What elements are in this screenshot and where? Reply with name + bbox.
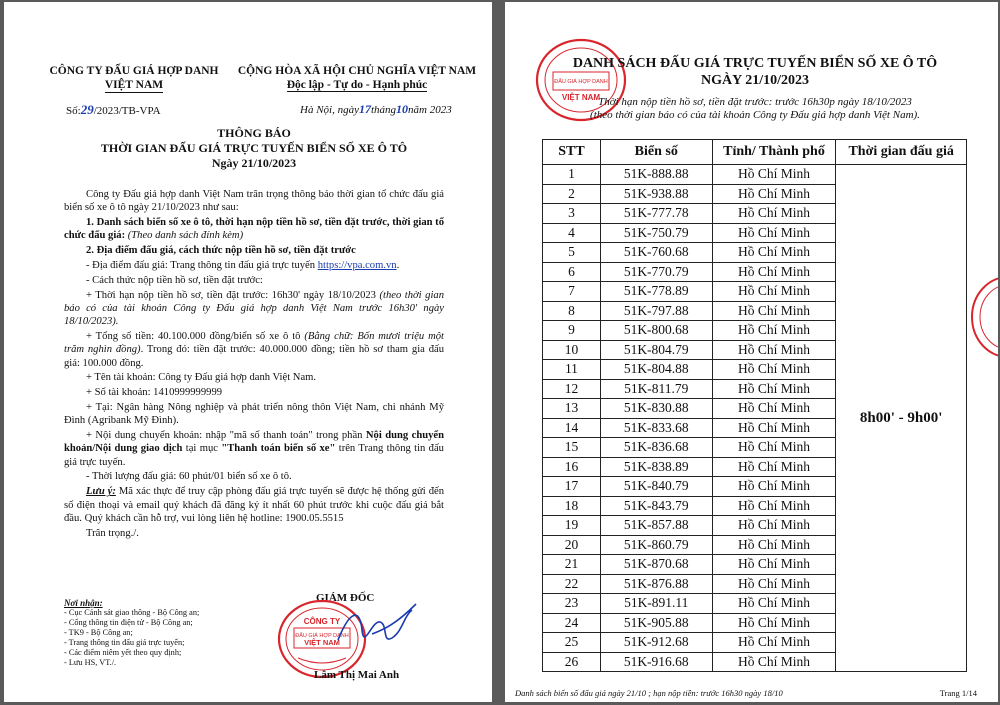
amount-words: (Bằng chữ: Bốn mươi triệu một trăm nghìn đồng) bbox=[64, 330, 444, 356]
row-stt-cell: 5 bbox=[543, 243, 601, 263]
signer-title: GIÁM ĐỐC bbox=[316, 592, 375, 604]
bank-paragraph: + Tại: Ngân hàng Nông nghiệp và phát triển nông thôn Việt Nam, chi nhánh Mỹ Đình (Agribank Mỹ Đình). bbox=[64, 401, 444, 427]
place-date bbox=[300, 102, 452, 117]
account-number: + Số tài khoản: 1410999999999 bbox=[86, 387, 223, 399]
row-stt-cell: 16 bbox=[543, 457, 601, 477]
list-title-line1: DANH SÁCH ĐẤU GIÁ TRỰC TUYẾN BIỂN SỐ XE Ô TÔ bbox=[572, 56, 938, 71]
row-province-cell: Hồ Chí Minh bbox=[712, 165, 836, 185]
row-stt-cell: 18 bbox=[543, 496, 601, 516]
svg-text:CÔNG TY: CÔNG TY bbox=[303, 617, 341, 626]
row-province-cell: Hồ Chí Minh bbox=[712, 438, 836, 458]
venue-link[interactable]: https://vpa.com.vn bbox=[317, 259, 397, 271]
row-province-cell: Hồ Chí Minh bbox=[712, 594, 836, 614]
regards: Trân trọng./. bbox=[86, 527, 139, 539]
recipient-item: - Các điểm niêm yết theo quy định; bbox=[64, 648, 182, 657]
duration-paragraph: - Thời lượng đấu giá: 60 phút/01 biển số xe ô tô. bbox=[86, 471, 292, 483]
row-plate-cell: 51K-870.68 bbox=[600, 555, 712, 575]
row-stt-cell: 14 bbox=[543, 418, 601, 438]
deadline-note: (theo thời gian báo có của tài khoản Công ty Đấu giá hợp danh Việt Nam trước 16h30' ngày 18/10/2023). bbox=[64, 289, 444, 328]
org-name-line1: CÔNG TY ĐẤU GIÁ HỢP DANH bbox=[49, 65, 219, 77]
method-paragraph: - Cách thức nộp tiền hồ sơ, tiền đặt trước: bbox=[86, 274, 263, 286]
row-province-cell: Hồ Chí Minh bbox=[712, 282, 836, 302]
transfer-text2: tại mục bbox=[185, 443, 218, 455]
row-stt-cell: 11 bbox=[543, 360, 601, 380]
note-paragraph bbox=[64, 485, 444, 525]
column-header-province: Tỉnh/ Thành phố bbox=[712, 140, 836, 165]
row-province-cell: Hồ Chí Minh bbox=[712, 477, 836, 497]
row-plate-cell: 51K-905.88 bbox=[600, 613, 712, 633]
document-number bbox=[66, 102, 161, 118]
recipient-item: - Cục Cảnh sát giao thông - Bộ Công an; bbox=[64, 608, 200, 617]
row-plate-cell: 51K-888.88 bbox=[600, 165, 712, 185]
signer-name: Lâm Thị Mai Anh bbox=[314, 669, 400, 681]
recipients-block bbox=[64, 598, 264, 668]
column-header-plate: Biển số bbox=[600, 140, 712, 165]
row-stt-cell: 2 bbox=[543, 184, 601, 204]
organization-header bbox=[44, 64, 224, 93]
nation-motto: Độc lập - Tự do - Hạnh phúc bbox=[286, 79, 428, 91]
row-plate-cell: 51K-843.79 bbox=[600, 496, 712, 516]
row-province-cell: Hồ Chí Minh bbox=[712, 418, 836, 438]
row-stt-cell: 13 bbox=[543, 399, 601, 419]
place-day: 17 bbox=[358, 102, 371, 116]
svg-text:VIỆT NAM: VIỆT NAM bbox=[304, 638, 340, 647]
auction-time-cell: 8h00' - 9h00' bbox=[836, 165, 967, 672]
venue-paragraph bbox=[64, 259, 444, 272]
row-province-cell: Hồ Chí Minh bbox=[712, 535, 836, 555]
recipient-item: - Lưu HS, VT./. bbox=[64, 658, 117, 667]
row-plate-cell: 51K-833.68 bbox=[600, 418, 712, 438]
row-province-cell: Hồ Chí Minh bbox=[712, 496, 836, 516]
deadline-text: + Thời hạn nộp tiền hồ sơ, tiền đặt trước: 16h30' ngày 18/10/2023 bbox=[86, 289, 376, 301]
recipient-item: - Trang thông tin đấu giá trực tuyến; bbox=[64, 638, 185, 647]
item2-heading: 2. Địa điểm đấu giá, cách thức nộp tiền hồ sơ, tiền đặt trước bbox=[86, 245, 356, 257]
row-plate-cell: 51K-804.79 bbox=[600, 340, 712, 360]
row-stt-cell: 17 bbox=[543, 477, 601, 497]
row-stt-cell: 4 bbox=[543, 223, 601, 243]
row-plate-cell: 51K-876.88 bbox=[600, 574, 712, 594]
amount-text: + Tổng số tiền: 40.100.000 đồng/biển số xe ô tô bbox=[86, 330, 301, 342]
transfer-text1: + Nội dung chuyển khoản: nhập "mã số thanh toán" trong phần bbox=[86, 430, 363, 442]
row-stt-cell: 7 bbox=[543, 282, 601, 302]
row-province-cell: Hồ Chí Minh bbox=[712, 223, 836, 243]
row-stt-cell: 15 bbox=[543, 438, 601, 458]
account-name: + Tên tài khoản: Công ty Đấu giá hợp danh Việt Nam. bbox=[86, 372, 317, 384]
plates-table bbox=[542, 139, 967, 672]
notice-title-line1: THÔNG BÁO bbox=[217, 126, 291, 140]
intro-paragraph: Công ty Đấu giá hợp danh Việt Nam trân trọng thông báo thời gian tổ chức đấu giá biển số xe ô tô ngày 21/10/2023 như sau: bbox=[64, 189, 444, 214]
amount-rest: . Trong đó: tiền đặt trước: 40.000.000 đồng; tiền hồ sơ tham gia đấu giá: 100.000 đồng. bbox=[64, 344, 445, 369]
national-header bbox=[232, 64, 482, 92]
row-province-cell: Hồ Chí Minh bbox=[712, 184, 836, 204]
row-province-cell: Hồ Chí Minh bbox=[712, 613, 836, 633]
row-stt-cell: 20 bbox=[543, 535, 601, 555]
place-suffix: năm 2023 bbox=[408, 104, 452, 116]
item1-note: (Theo danh sách đính kèm) bbox=[127, 230, 244, 242]
row-province-cell: Hồ Chí Minh bbox=[712, 457, 836, 477]
recipients-title: Nơi nhận: bbox=[64, 598, 103, 608]
row-stt-cell: 6 bbox=[543, 262, 601, 282]
row-plate-cell: 51K-770.79 bbox=[600, 262, 712, 282]
row-province-cell: Hồ Chí Minh bbox=[712, 652, 836, 672]
venue-text: - Địa điểm đấu giá: Trang thông tin đấu giá trực tuyến bbox=[86, 259, 316, 271]
row-plate-cell: 51K-777.78 bbox=[600, 204, 712, 224]
list-subtitle-line1: Thời hạn nộp tiền hồ sơ, tiền đặt trước: trước 16h30p ngày 18/10/2023 bbox=[598, 96, 912, 108]
item1-paragraph bbox=[64, 216, 444, 243]
svg-text:VIỆT NAM: VIỆT NAM bbox=[561, 93, 601, 102]
left-document-page bbox=[4, 2, 492, 702]
notice-title bbox=[44, 126, 464, 171]
nation-name: CỘNG HÒA XÃ HỘI CHỦ NGHĨA VIỆT NAM bbox=[237, 65, 477, 77]
row-stt-cell: 19 bbox=[543, 516, 601, 536]
venue-end: . bbox=[396, 259, 400, 271]
item1-heading: 1. Danh sách biển số xe ô tô, thời hạn nộp tiền hồ sơ, tiền đặt trước, thời gian tổ chức đấu giá: bbox=[64, 217, 444, 242]
row-plate-cell: 51K-916.68 bbox=[600, 652, 712, 672]
row-stt-cell: 10 bbox=[543, 340, 601, 360]
row-stt-cell: 22 bbox=[543, 574, 601, 594]
row-plate-cell: 51K-836.68 bbox=[600, 438, 712, 458]
notice-title-line2: THỜI GIAN ĐẤU GIÁ TRỰC TUYẾN BIỂN SỐ XE Ô TÔ bbox=[100, 141, 408, 155]
row-province-cell: Hồ Chí Minh bbox=[712, 633, 836, 653]
row-stt-cell: 1 bbox=[543, 165, 601, 185]
row-plate-cell: 51K-840.79 bbox=[600, 477, 712, 497]
note-label: Lưu ý: bbox=[86, 486, 116, 498]
place-mid: tháng bbox=[370, 104, 397, 116]
recipient-item: - Cổng thông tin điện tử - Bộ Công an; bbox=[64, 618, 193, 627]
row-stt-cell: 12 bbox=[543, 379, 601, 399]
row-province-cell: Hồ Chí Minh bbox=[712, 301, 836, 321]
row-stt-cell: 26 bbox=[543, 652, 601, 672]
row-plate-cell: 51K-838.89 bbox=[600, 457, 712, 477]
row-plate-cell: 51K-938.88 bbox=[600, 184, 712, 204]
row-plate-cell: 51K-891.11 bbox=[600, 594, 712, 614]
note-text: Mã xác thực để truy cập phòng đấu giá trực tuyến sẽ được hệ thống gửi đến số điện thoại và email quý khách đã đăng ký ít nhất 60 phút trước khi cuộc đấu giá bắt đầu. Quý khách cần hỗ trợ, vui lòng liên hệ hotline: 1900.05.5515 bbox=[64, 486, 444, 524]
org-name-line2: VIỆT NAM bbox=[104, 79, 164, 91]
transfer-bold2: "Thanh toán biển số xe" bbox=[221, 443, 336, 455]
row-province-cell: Hồ Chí Minh bbox=[712, 379, 836, 399]
notice-title-date: Ngày 21/10/2023 bbox=[211, 156, 297, 170]
transfer-text3: trên Trang thông tin đấu giá trực tuyến. bbox=[64, 443, 444, 468]
row-stt-cell: 23 bbox=[543, 594, 601, 614]
notice-body bbox=[64, 188, 444, 541]
row-stt-cell: 21 bbox=[543, 555, 601, 575]
list-subtitle-line2: (theo thời gian báo có của tài khoản Công ty Đấu giá hợp danh Việt Nam). bbox=[590, 109, 920, 121]
list-title-date: NGÀY 21/10/2023 bbox=[701, 73, 809, 88]
table-row bbox=[543, 165, 967, 185]
list-subtitle bbox=[525, 96, 985, 122]
column-header-stt: STT bbox=[543, 140, 601, 165]
amount-paragraph bbox=[64, 330, 444, 370]
transfer-paragraph bbox=[64, 429, 444, 469]
row-plate-cell: 51K-912.68 bbox=[600, 633, 712, 653]
docno-prefix: Số: bbox=[66, 105, 81, 117]
row-province-cell: Hồ Chí Minh bbox=[712, 360, 836, 380]
row-province-cell: Hồ Chí Minh bbox=[712, 574, 836, 594]
place-prefix: Hà Nội, ngày bbox=[300, 104, 359, 116]
recipient-item: - TK9 - Bộ Công an; bbox=[64, 628, 133, 637]
row-province-cell: Hồ Chí Minh bbox=[712, 399, 836, 419]
row-province-cell: Hồ Chí Minh bbox=[712, 262, 836, 282]
docno-handwritten: 29 bbox=[80, 102, 94, 117]
row-stt-cell: 3 bbox=[543, 204, 601, 224]
row-plate-cell: 51K-860.79 bbox=[600, 535, 712, 555]
row-province-cell: Hồ Chí Minh bbox=[712, 321, 836, 341]
row-plate-cell: 51K-811.79 bbox=[600, 379, 712, 399]
place-month: 10 bbox=[396, 102, 409, 116]
row-plate-cell: 51K-857.88 bbox=[600, 516, 712, 536]
row-plate-cell: 51K-800.68 bbox=[600, 321, 712, 341]
right-document-page bbox=[505, 2, 998, 702]
column-header-time: Thời gian đấu giá bbox=[836, 140, 967, 165]
deadline-paragraph bbox=[64, 289, 444, 329]
row-province-cell: Hồ Chí Minh bbox=[712, 243, 836, 263]
row-stt-cell: 9 bbox=[543, 321, 601, 341]
handwritten-signature bbox=[332, 600, 422, 660]
row-province-cell: Hồ Chí Minh bbox=[712, 204, 836, 224]
row-plate-cell: 51K-750.79 bbox=[600, 223, 712, 243]
row-stt-cell: 24 bbox=[543, 613, 601, 633]
edge-seal-stamp bbox=[968, 272, 998, 362]
row-plate-cell: 51K-804.88 bbox=[600, 360, 712, 380]
row-plate-cell: 51K-760.68 bbox=[600, 243, 712, 263]
row-plate-cell: 51K-778.89 bbox=[600, 282, 712, 302]
row-stt-cell: 8 bbox=[543, 301, 601, 321]
svg-text:ĐẤU GIÁ HỢP DANH: ĐẤU GIÁ HỢP DANH bbox=[295, 633, 349, 639]
row-province-cell: Hồ Chí Minh bbox=[712, 340, 836, 360]
transfer-bold1: Nội dung chuyển khoản/Nội dung giao dịch bbox=[64, 430, 444, 455]
list-title bbox=[525, 55, 985, 89]
svg-text:ĐẤU GIÁ HỢP DANH: ĐẤU GIÁ HỢP DANH bbox=[554, 79, 608, 85]
row-province-cell: Hồ Chí Minh bbox=[712, 555, 836, 575]
row-stt-cell: 25 bbox=[543, 633, 601, 653]
row-province-cell: Hồ Chí Minh bbox=[712, 516, 836, 536]
docno-suffix: /2023/TB-VPA bbox=[93, 105, 161, 117]
footer-page-number: Trang 1/14 bbox=[939, 688, 977, 698]
page-footer bbox=[515, 688, 991, 698]
table-header-row bbox=[543, 140, 967, 165]
row-plate-cell: 51K-797.88 bbox=[600, 301, 712, 321]
footer-text: Danh sách biển số đấu giá ngày 21/10 ; hạn nộp tiền: trước 16h30 ngày 18/10 bbox=[515, 688, 783, 698]
row-plate-cell: 51K-830.88 bbox=[600, 399, 712, 419]
